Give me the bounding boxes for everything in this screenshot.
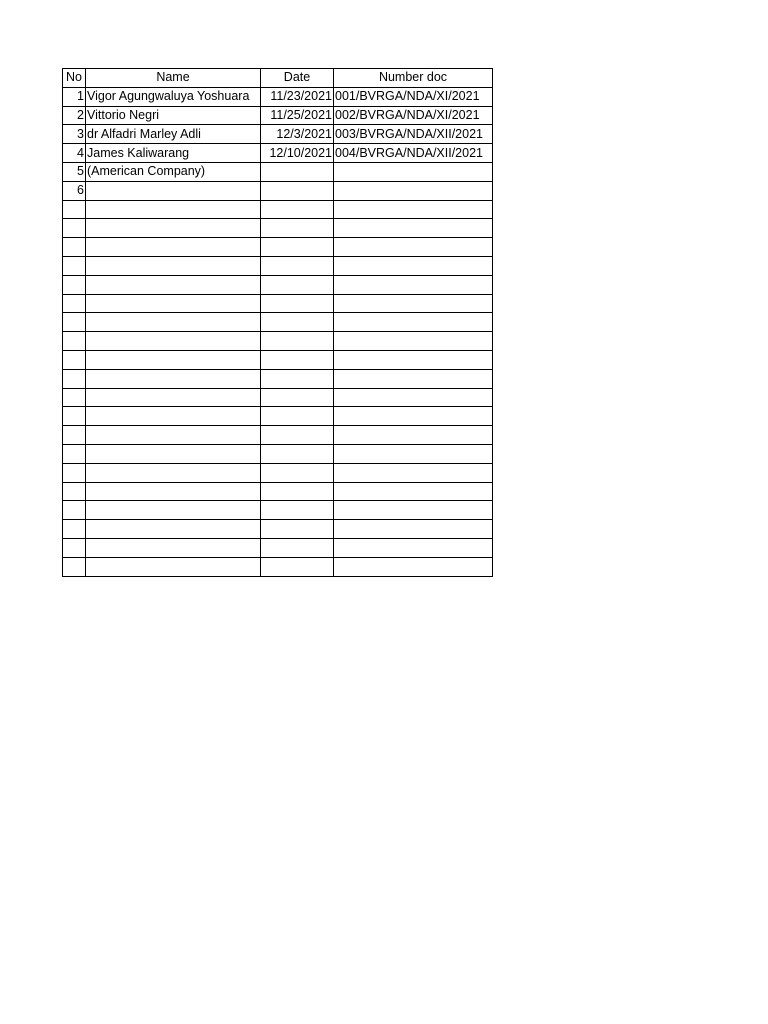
table-row bbox=[63, 407, 493, 426]
cell-no bbox=[63, 294, 86, 313]
cell-date: 12/10/2021 bbox=[261, 144, 334, 163]
cell-no bbox=[63, 538, 86, 557]
cell-no bbox=[63, 369, 86, 388]
cell-name bbox=[86, 332, 261, 351]
cell-name bbox=[86, 200, 261, 219]
cell-date bbox=[261, 388, 334, 407]
table-row bbox=[63, 219, 493, 238]
cell-name bbox=[86, 369, 261, 388]
cell-name bbox=[86, 256, 261, 275]
cell-no: 2 bbox=[63, 106, 86, 125]
table-row bbox=[63, 200, 493, 219]
cell-date bbox=[261, 538, 334, 557]
cell-no bbox=[63, 313, 86, 332]
table-row bbox=[63, 313, 493, 332]
cell-no bbox=[63, 501, 86, 520]
cell-number-doc bbox=[334, 200, 493, 219]
cell-date bbox=[261, 238, 334, 257]
cell-number-doc bbox=[334, 501, 493, 520]
table-row bbox=[63, 388, 493, 407]
cell-name bbox=[86, 350, 261, 369]
table-row bbox=[63, 125, 493, 144]
cell-no: 6 bbox=[63, 181, 86, 200]
cell-name: (American Company) bbox=[86, 162, 261, 181]
table-row bbox=[63, 557, 493, 576]
cell-no bbox=[63, 557, 86, 576]
cell-no bbox=[63, 200, 86, 219]
cell-date bbox=[261, 162, 334, 181]
cell-no bbox=[63, 332, 86, 351]
cell-date bbox=[261, 275, 334, 294]
cell-no bbox=[63, 219, 86, 238]
cell-name: James Kaliwarang bbox=[86, 144, 261, 163]
cell-date bbox=[261, 557, 334, 576]
table-row bbox=[63, 444, 493, 463]
table-body bbox=[63, 87, 493, 576]
cell-date bbox=[261, 426, 334, 445]
cell-name bbox=[86, 444, 261, 463]
cell-date: 12/3/2021 bbox=[261, 125, 334, 144]
table-row bbox=[63, 369, 493, 388]
cell-no bbox=[63, 238, 86, 257]
table-row bbox=[63, 275, 493, 294]
cell-number-doc bbox=[334, 275, 493, 294]
cell-no bbox=[63, 256, 86, 275]
cell-date bbox=[261, 313, 334, 332]
cell-name bbox=[86, 482, 261, 501]
header-name: Name bbox=[86, 69, 261, 88]
cell-date bbox=[261, 482, 334, 501]
table-row bbox=[63, 426, 493, 445]
cell-name bbox=[86, 181, 261, 200]
cell-number-doc bbox=[334, 463, 493, 482]
cell-name bbox=[86, 463, 261, 482]
cell-no bbox=[63, 407, 86, 426]
table-row bbox=[63, 106, 493, 125]
header-date: Date bbox=[261, 69, 334, 88]
cell-number-doc bbox=[334, 538, 493, 557]
cell-no: 4 bbox=[63, 144, 86, 163]
header-row bbox=[63, 69, 493, 88]
cell-number-doc bbox=[334, 219, 493, 238]
header-no: No bbox=[63, 69, 86, 88]
table-row bbox=[63, 501, 493, 520]
cell-date bbox=[261, 332, 334, 351]
cell-no bbox=[63, 444, 86, 463]
cell-date bbox=[261, 501, 334, 520]
cell-name bbox=[86, 313, 261, 332]
cell-number-doc: 002/BVRGA/NDA/XI/2021 bbox=[334, 106, 493, 125]
cell-name: dr Alfadri Marley Adli bbox=[86, 125, 261, 144]
cell-number-doc bbox=[334, 426, 493, 445]
table-row bbox=[63, 162, 493, 181]
cell-number-doc bbox=[334, 294, 493, 313]
cell-number-doc bbox=[334, 369, 493, 388]
cell-date bbox=[261, 369, 334, 388]
cell-name bbox=[86, 426, 261, 445]
cell-number-doc bbox=[334, 557, 493, 576]
cell-date bbox=[261, 256, 334, 275]
cell-number-doc: 001/BVRGA/NDA/XI/2021 bbox=[334, 87, 493, 106]
cell-name bbox=[86, 294, 261, 313]
cell-no bbox=[63, 520, 86, 539]
cell-number-doc bbox=[334, 332, 493, 351]
cell-number-doc bbox=[334, 520, 493, 539]
table-row bbox=[63, 294, 493, 313]
table-row bbox=[63, 238, 493, 257]
cell-date bbox=[261, 200, 334, 219]
cell-date bbox=[261, 463, 334, 482]
cell-number-doc: 003/BVRGA/NDA/XII/2021 bbox=[334, 125, 493, 144]
cell-date bbox=[261, 350, 334, 369]
cell-name: Vittorio Negri bbox=[86, 106, 261, 125]
cell-no bbox=[63, 482, 86, 501]
cell-name: Vigor Agungwaluya Yoshuara bbox=[86, 87, 261, 106]
table-row bbox=[63, 520, 493, 539]
cell-name bbox=[86, 557, 261, 576]
table-row bbox=[63, 332, 493, 351]
cell-date bbox=[261, 219, 334, 238]
cell-name bbox=[86, 520, 261, 539]
cell-name bbox=[86, 238, 261, 257]
table-row bbox=[63, 144, 493, 163]
cell-date bbox=[261, 444, 334, 463]
cell-no: 3 bbox=[63, 125, 86, 144]
cell-no: 5 bbox=[63, 162, 86, 181]
cell-no bbox=[63, 388, 86, 407]
cell-name bbox=[86, 538, 261, 557]
cell-date bbox=[261, 181, 334, 200]
cell-number-doc bbox=[334, 181, 493, 200]
table-row bbox=[63, 463, 493, 482]
cell-name bbox=[86, 388, 261, 407]
cell-date bbox=[261, 407, 334, 426]
cell-number-doc bbox=[334, 444, 493, 463]
cell-date bbox=[261, 520, 334, 539]
cell-no bbox=[63, 275, 86, 294]
table-row bbox=[63, 256, 493, 275]
document-register-table bbox=[62, 68, 493, 577]
table-row bbox=[63, 538, 493, 557]
cell-no bbox=[63, 350, 86, 369]
cell-date bbox=[261, 294, 334, 313]
cell-number-doc bbox=[334, 238, 493, 257]
cell-number-doc bbox=[334, 313, 493, 332]
cell-number-doc bbox=[334, 256, 493, 275]
cell-name bbox=[86, 501, 261, 520]
cell-number-doc bbox=[334, 407, 493, 426]
header-number-doc: Number doc bbox=[334, 69, 493, 88]
cell-date: 11/25/2021 bbox=[261, 106, 334, 125]
cell-no bbox=[63, 426, 86, 445]
cell-no: 1 bbox=[63, 87, 86, 106]
table-row bbox=[63, 87, 493, 106]
cell-name bbox=[86, 219, 261, 238]
table-row bbox=[63, 482, 493, 501]
table-row bbox=[63, 350, 493, 369]
cell-date: 11/23/2021 bbox=[261, 87, 334, 106]
table-row bbox=[63, 181, 493, 200]
cell-no bbox=[63, 463, 86, 482]
cell-name bbox=[86, 275, 261, 294]
cell-number-doc bbox=[334, 482, 493, 501]
cell-number-doc bbox=[334, 350, 493, 369]
cell-name bbox=[86, 407, 261, 426]
cell-number-doc: 004/BVRGA/NDA/XII/2021 bbox=[334, 144, 493, 163]
cell-number-doc bbox=[334, 162, 493, 181]
cell-number-doc bbox=[334, 388, 493, 407]
